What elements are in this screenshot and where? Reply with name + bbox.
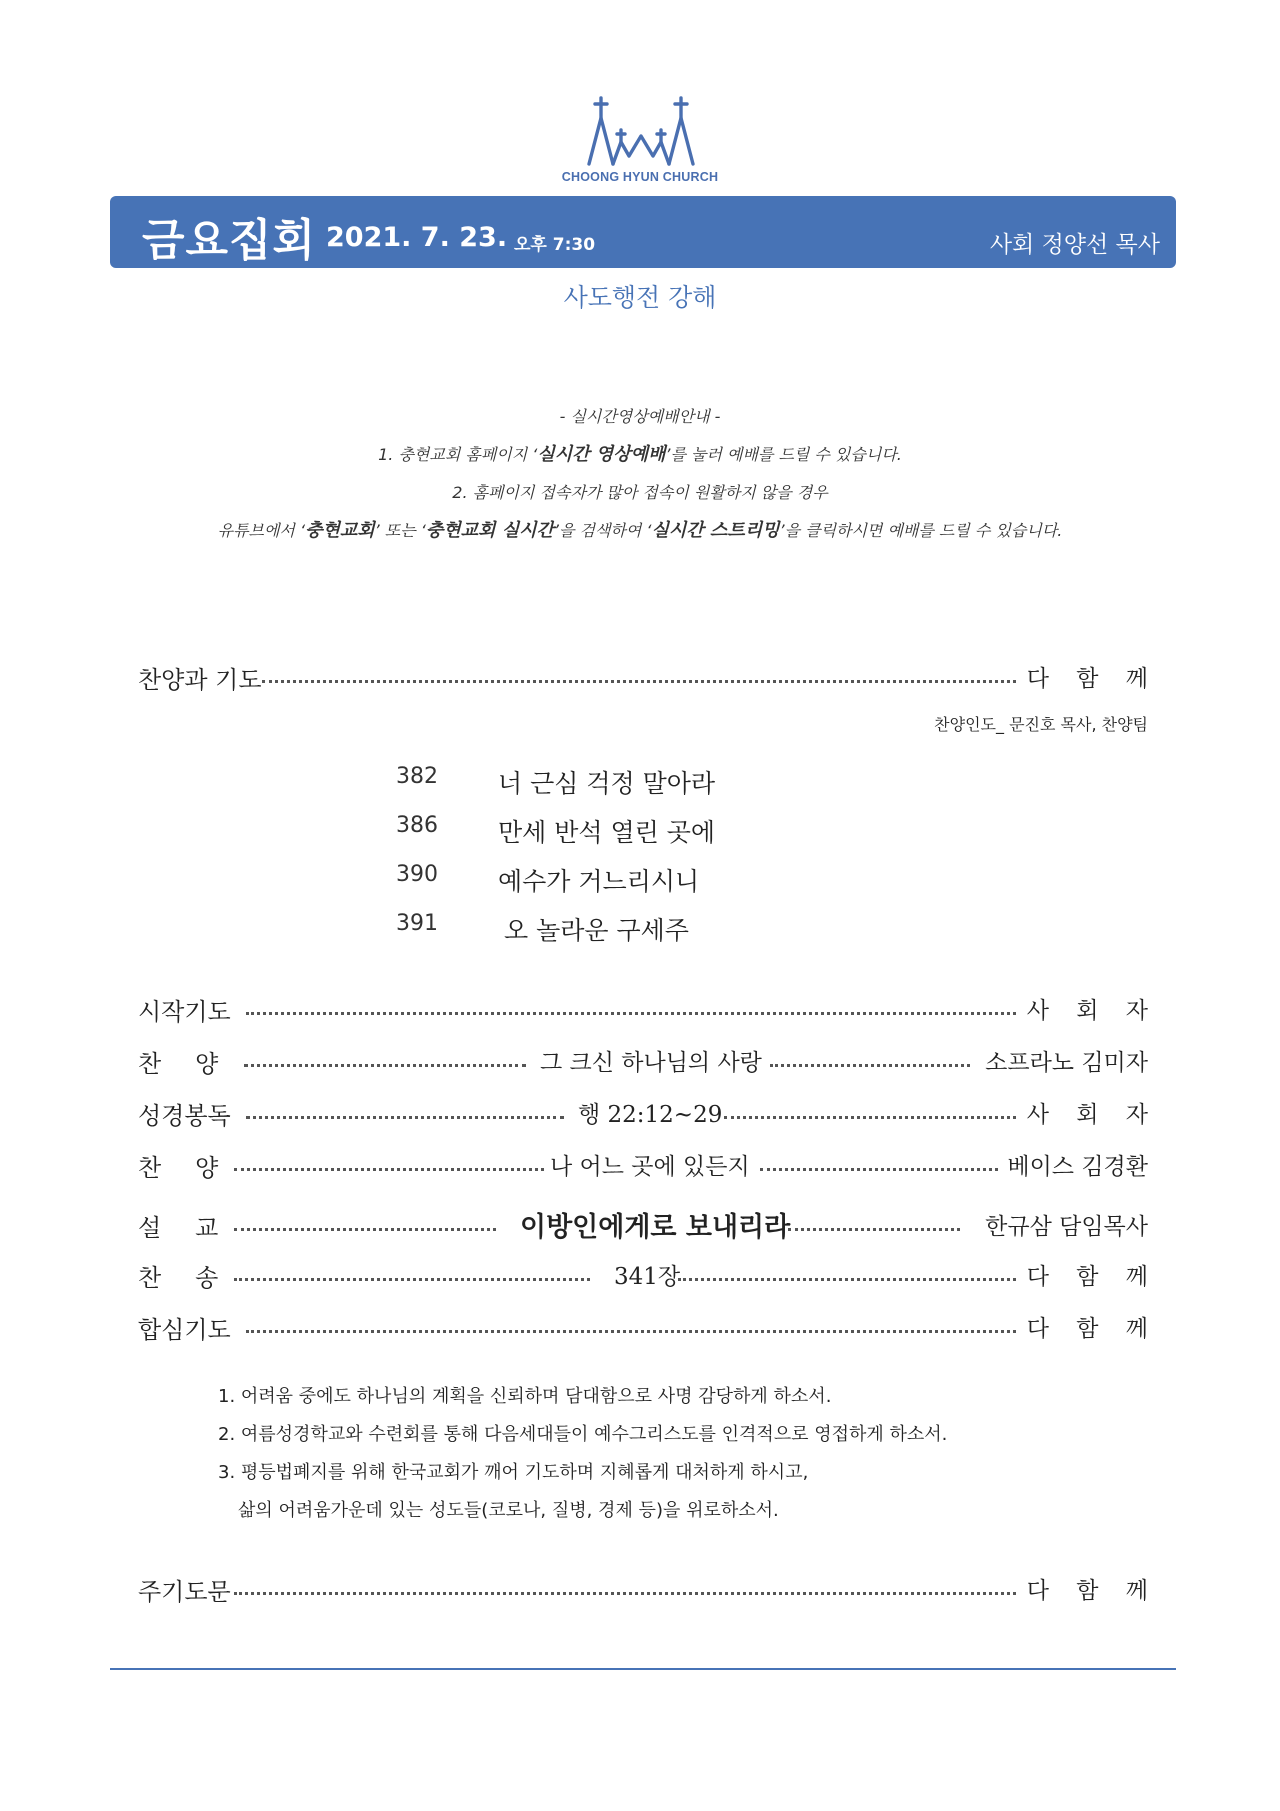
order-praise-prayer (138, 658, 1158, 694)
order-label: 주기도문 (138, 1578, 231, 1606)
prayer-item: 삶의 어려움가운데 있는 성도들(코로나, 질병, 경제 등)을 위로하소서. (238, 1500, 779, 1521)
dotted-leader (234, 1226, 496, 1231)
service-title: 금요집회 (142, 215, 317, 266)
dotted-leader (234, 1276, 590, 1281)
church-name: CHOONG HYUN CHURCH (561, 170, 719, 184)
order-lords-prayer (138, 1570, 1158, 1606)
sermon-title: 이방인에게로 보내리라 (520, 1212, 791, 1243)
order-anthem-2 (138, 1146, 1148, 1182)
notice-line-3: 유튜브에서 ‘충현교회’ 또는 ‘충현교회 실시간’을 검색하여 ‘실시간 스트리밍’을 클릭하시면 예배를 드릴 수 있습니다. (217, 520, 1063, 541)
order-title: 그 크신 하나님의 사랑 (540, 1050, 762, 1076)
dotted-leader (724, 1114, 1016, 1119)
order-anthem-1 (138, 1042, 1148, 1078)
dotted-leader (234, 1590, 1016, 1595)
order-performer: 사 회 자 (1026, 998, 1158, 1024)
order-label: 성경봉독 (138, 1102, 231, 1130)
live-stream-notice (0, 398, 1280, 550)
dotted-leader (760, 1166, 998, 1171)
dotted-leader (678, 1276, 1016, 1281)
order-sermon (138, 1206, 1148, 1242)
order-label: 합심기도 (138, 1316, 231, 1344)
order-label: 찬양과 기도 (138, 666, 262, 694)
order-label: 찬송 (138, 1264, 253, 1292)
praise-leader-note: 찬양인도_ 문진호 목사, 찬양팀 (934, 715, 1148, 734)
order-performer: 다 함 께 (1026, 1316, 1158, 1342)
order-performer: 한규삼 담임목사 (985, 1214, 1148, 1240)
service-date: 2021. 7. 23. (326, 222, 508, 253)
service-banner (110, 196, 1176, 268)
dotted-leader (788, 1226, 960, 1231)
dotted-leader (244, 1062, 526, 1067)
order-performer: 사 회 자 (1026, 1102, 1158, 1128)
church-logo (560, 92, 720, 192)
sermon-series: 사도행전 강해 (563, 283, 717, 312)
dotted-leader (770, 1062, 970, 1067)
hymn-item: 382 너 근심 걱정 말아라 (396, 764, 716, 798)
prayer-item: 3. 평등법폐지를 위해 한국교회가 깨어 기도하며 지혜롭게 대처하게 하시고, (218, 1462, 809, 1483)
order-performer: 다 함 께 (1026, 1578, 1158, 1604)
footer-divider (110, 1668, 1176, 1670)
order-label: 찬양 (138, 1154, 253, 1182)
notice-line-1: 1. 충현교회 홈페이지 ‘실시간 영상예배’를 눌러 예배를 드릴 수 있습니다. (378, 444, 902, 465)
order-performer: 다 함 께 (1026, 1264, 1158, 1290)
order-title: 행 22:12~29 (578, 1102, 723, 1128)
order-performer: 베이스 김경환 (1007, 1154, 1148, 1180)
order-title: 341장 (614, 1264, 681, 1290)
hymn-item: 386 만세 반석 열린 곳에 (396, 813, 716, 847)
notice-heading: - 실시간영상예배안내 - (559, 407, 721, 426)
church-steeples-icon (585, 92, 695, 168)
prayer-item: 1. 어려움 중에도 하나님의 계획을 신뢰하며 담대함으로 사명 감당하게 하소서. (218, 1386, 832, 1407)
dotted-leader (262, 678, 1016, 683)
dotted-leader (246, 1328, 1016, 1333)
order-hymn (138, 1256, 1158, 1292)
notice-line-2: 2. 홈페이지 접속자가 많아 접속이 원활하지 않을 경우 (452, 483, 828, 502)
dotted-leader (234, 1166, 544, 1171)
order-performer: 다 함 께 (1026, 666, 1158, 692)
order-united-prayer (138, 1308, 1158, 1344)
dotted-leader (246, 1114, 564, 1119)
order-label: 찬양 (138, 1050, 253, 1078)
dotted-leader (246, 1010, 1016, 1015)
hymn-item: 391 오 놀라운 구세주 (396, 911, 689, 945)
service-time: 오후 7:30 (514, 235, 596, 255)
prayer-item: 2. 여름성경학교와 수련회를 통해 다음세대들이 예수그리스도를 인격적으로 영접하게 하소서. (218, 1424, 948, 1445)
hymn-list (390, 764, 890, 960)
order-scripture-reading (138, 1094, 1158, 1130)
order-performer: 소프라노 김미자 (985, 1050, 1148, 1076)
order-opening-prayer (138, 990, 1158, 1026)
order-label: 시작기도 (138, 998, 231, 1026)
order-title: 나 어느 곳에 있든지 (550, 1154, 750, 1180)
order-label: 설교 (138, 1214, 253, 1242)
service-host: 사회 정양선 목사 (989, 232, 1160, 258)
hymn-item: 390 예수가 거느리시니 (396, 862, 700, 896)
prayer-topics (218, 1378, 947, 1530)
